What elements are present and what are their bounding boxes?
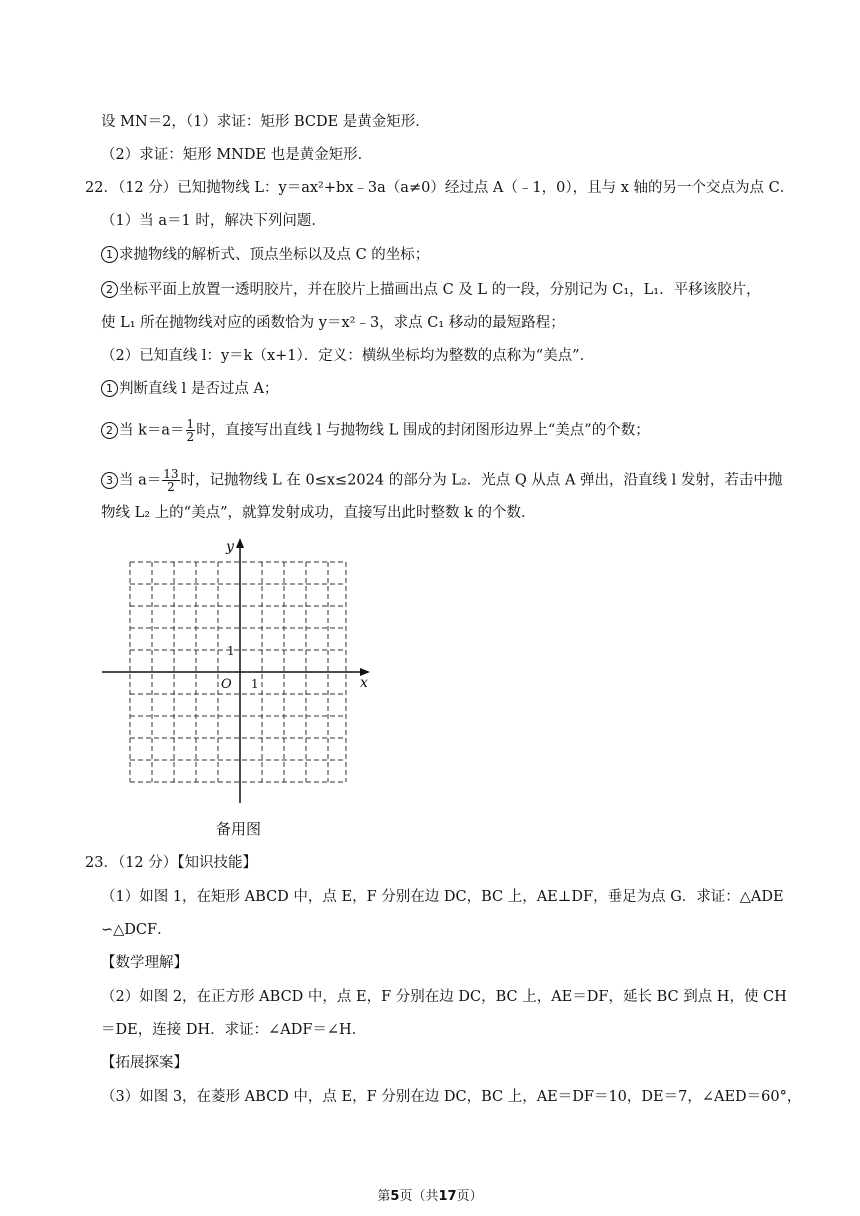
circled-number-1b: 1 (101, 380, 118, 397)
q23-section-understanding: 【数学理解】 (101, 955, 188, 971)
q23-part2-cont: ＝DE，连接 DH．求证：∠ADF＝∠H． (101, 1022, 367, 1038)
total-pages: 17 (438, 1189, 457, 1204)
coordinate-grid-figure (100, 535, 380, 810)
q23-part1-cont: ∽△DCF． (101, 922, 172, 938)
q22-part1: （1）当 a＝1 时，解决下列问题． (101, 213, 326, 229)
q22-1b-text: 坐标平面上放置一透明胶片，并在胶片上描画出点 C 及 L 的一段，分别记为 C₁，L₁．平移该胶片， (119, 282, 761, 298)
q22-part1-item1 (101, 245, 429, 265)
q22-2c-post: 时，记抛物线 L 在 0≤x≤2024 的部分为 L₂．光点 Q 从点 A 弹出，沿直线 l 发射，若击中抛 (180, 472, 783, 489)
fraction-thirteen-half: $\frac{13}{2}$ (163, 467, 179, 494)
origin-label: O (221, 677, 232, 692)
page-footer: 第5页（共17页） (377, 1189, 483, 1204)
q22-1a-text: 求抛物线的解析式、顶点坐标以及点 C 的坐标； (119, 247, 430, 263)
q22-2b-pre: 当 k＝a＝ (119, 422, 185, 439)
q23-part2: （2）如图 2，在正方形 ABCD 中，点 E，F 分别在边 DC，BC 上，AE＝DF，延长 BC 到点 H，使 CH (101, 989, 787, 1005)
q22-2c-pre: 当 a＝ (119, 472, 162, 489)
q22-part2-item2 (101, 418, 650, 443)
q22-part1-item2-cont: 使 L₁ 所在抛物线对应的函数恰为 y＝x²﹣3，求点 C₁ 移动的最短路程； (101, 315, 565, 331)
circled-number-1: 1 (101, 246, 118, 263)
fraction-one-half: $\frac{1}{2}$ (186, 417, 195, 444)
q23-part3: （3）如图 3，在菱形 ABCD 中，点 E，F 分别在边 DC，BC 上，AE＝DF＝10，DE＝7，∠AED＝60°， (101, 1089, 802, 1105)
y-axis-label: y (226, 539, 234, 555)
q22-2b-post: 时，直接写出直线 l 与抛物线 L 围成的封闭图形边界上“美点”的个数； (196, 422, 650, 439)
q22-part2: （2）已知直线 l：y＝k（x+1）．定义：横纵坐标均为整数的点称为“美点”． (101, 348, 595, 364)
page-number: 5 (390, 1189, 400, 1204)
circled-number-3: 3 (101, 472, 118, 489)
q22-part2-item3-cont: 物线 L₂ 上的“美点”，就算发射成功，直接写出此时整数 k 的个数． (101, 505, 536, 521)
x-tick-label: 1 (251, 677, 259, 691)
y-axis-arrow (236, 538, 244, 548)
q23-part1: （1）如图 1，在矩形 ABCD 中，点 E，F 分别在边 DC，BC 上，AE⊥DF，垂足为点 G．求证：△ADE (101, 889, 784, 905)
figure-caption: 备用图 (216, 820, 262, 838)
q22-2a-text: 判断直线 l 是否过点 A； (119, 381, 279, 397)
text-line-mn: 设 MN＝2，（1）求证：矩形 BCDE 是黄金矩形． (101, 114, 430, 130)
circled-number-2: 2 (101, 281, 118, 298)
question-22-heading: 22．（12 分）已知抛物线 L：y＝ax²+bx﹣3a（a≠0）经过点 A（﹣1，0），且与 x 轴的另一个交点为点 C． (85, 180, 795, 196)
circled-number-2b: 2 (101, 422, 118, 439)
y-tick-label: 1 (227, 644, 235, 658)
q23-section-explore: 【拓展探案】 (101, 1055, 188, 1071)
q22-part2-item1 (101, 379, 278, 399)
q22-part1-item2 (101, 280, 761, 300)
text-line-mnde: （2）求证：矩形 MNDE 也是黄金矩形． (101, 147, 373, 163)
question-23-heading: 23．（12 分）【知识技能】 (85, 855, 258, 871)
q22-part2-item3 (101, 468, 782, 493)
x-axis-label: x (360, 675, 368, 691)
